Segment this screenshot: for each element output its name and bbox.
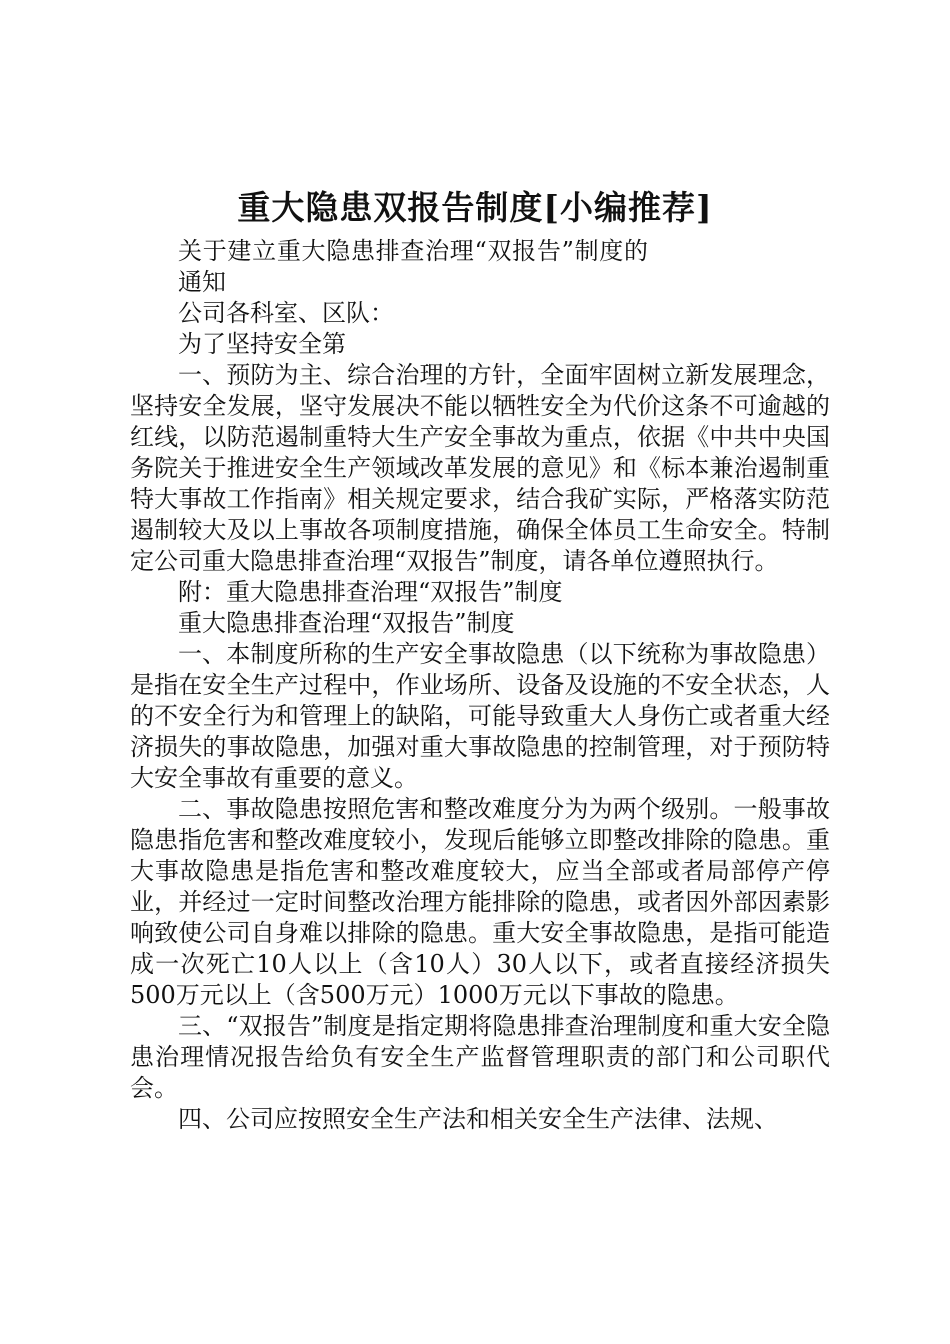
paragraph-intro: 为了坚持安全第 (178, 330, 346, 358)
clause-two: 二、事故隐患按照危害和整改难度分为为两个级别。一般事故隐患指危害和整改难度较小，发现后能够立即整改排除的隐患。重大事故隐患是指危害和整改难度较大，应当全部或者局部停产停业，并经过一定时间整改治理方能排除的隐患，或者因外部因素影响致使公司自身难以排除的隐患。重大安全事故隐患，是指可能造成一次死亡10人以上（含10人）30人以下，或者直接经济损失500万元以上（含500万元）1000万元以下事故的隐患。 (130, 795, 830, 1009)
notice-heading: 关于建立重大隐患排查治理“双报告”制度的通知 (178, 237, 648, 296)
document-title: 重大隐患双报告制度[小编推荐] (237, 188, 713, 227)
clause-three: 三、“双报告”制度是指定期将隐患排查治理制度和重大安全隐患治理情况报告给负有安全生产监督管理职责的部门和公司职代会。 (130, 1012, 830, 1102)
document-body (130, 236, 830, 1135)
clause-one: 一、本制度所称的生产安全事故隐患（以下统称为事故隐患）是指在安全生产过程中，作业场所、设备及设施的不安全状态，人的不安全行为和管理上的缺陷，可能导致重大人身伤亡或者重大经济损失的事故隐患，加强对重大事故隐患的控制管理，对于预防特大安全事故有重要的意义。 (130, 640, 830, 792)
section-heading: 重大隐患排查治理“双报告”制度 (178, 609, 515, 637)
paragraph-policy: 一、预防为主、综合治理的方针，全面牢固树立新发展理念，坚持安全发展，坚守发展决不能以牺牲安全为代价这条不可逾越的红线，以防范遏制重特大生产安全事故为重点，依据《中共中央国务院关于推进安全生产领域改革发展的意见》和《标本兼治遏制重特大事故工作指南》相关规定要求，结合我矿实际，严格落实防范遏制较大及以上事故各项制度措施，确保全体员工生命安全。特制定公司重大隐患排查治理“双报告”制度，请各单位遵照执行。 (130, 361, 830, 575)
clause-four: 四、公司应按照安全生产法和相关安全生产法律、法规、 (178, 1105, 778, 1133)
salutation: 公司各科室、区队： (178, 299, 394, 327)
attachment-line: 附：重大隐患排查治理“双报告”制度 (178, 578, 563, 606)
